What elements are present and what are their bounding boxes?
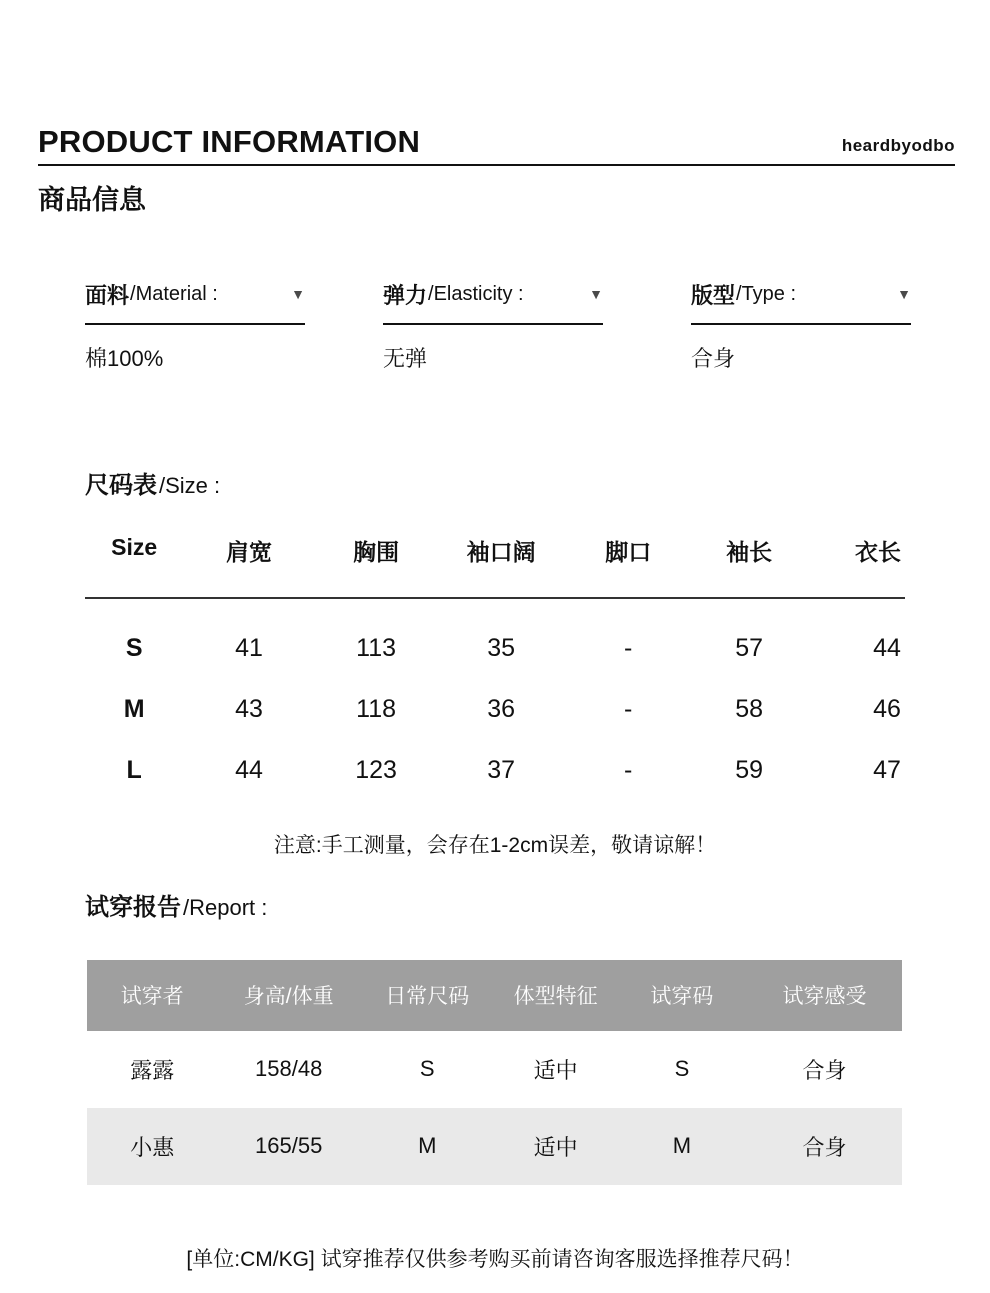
size-col-header: 肩宽 (225, 538, 272, 565)
report-cell: 158/48 (255, 1056, 323, 1082)
size-heading-cn: 尺码表 (85, 471, 157, 499)
size-cell: - (624, 755, 633, 784)
elasticity-label-en: /Elasticity : (428, 282, 524, 305)
size-cell: 46 (873, 694, 901, 723)
report-cell: 合身 (802, 1134, 847, 1160)
size-cell: M (123, 694, 145, 723)
elasticity-value: 无弹 (383, 345, 428, 371)
page-subtitle-cn: 商品信息 (38, 184, 146, 215)
size-cell: 57 (735, 633, 764, 662)
attribute-material (85, 279, 305, 373)
size-heading-en: /Size : (159, 472, 221, 498)
elasticity-label-cn: 弹力 (383, 282, 428, 308)
size-cell: - (624, 694, 633, 723)
size-cell: 59 (735, 755, 764, 784)
chevron-down-icon: ▼ (589, 286, 603, 303)
type-value: 合身 (691, 345, 736, 371)
report-col-header: 试穿码 (650, 985, 714, 1009)
attribute-type (691, 279, 911, 373)
material-dropdown[interactable] (85, 279, 305, 325)
report-section-heading (85, 887, 990, 922)
table-row (85, 740, 905, 801)
size-cell: - (624, 633, 633, 662)
header-row (38, 126, 955, 159)
size-cell: 47 (873, 755, 901, 784)
measurement-note: 注意:手工测量，会存在1-2cm误差，敬请谅解！ (273, 833, 717, 857)
size-col-header: Size (111, 533, 158, 560)
size-col-header: 袖口阔 (466, 538, 536, 565)
attributes-row (85, 279, 990, 373)
table-row (87, 1031, 902, 1108)
header (38, 0, 955, 217)
material-label-en: /Material : (130, 282, 218, 305)
size-col-header: 衣长 (854, 538, 901, 565)
table-row (85, 679, 905, 740)
chevron-down-icon: ▼ (291, 286, 305, 303)
size-section-heading (85, 465, 990, 500)
report-cell: 适中 (533, 1057, 578, 1083)
type-label-cn: 版型 (691, 282, 736, 308)
report-cell: 露露 (130, 1057, 175, 1083)
size-cell: 123 (355, 755, 397, 784)
size-cell: 43 (235, 694, 263, 723)
size-cell: 35 (487, 633, 516, 662)
report-heading-en: /Report : (183, 894, 268, 920)
size-cell: 44 (873, 633, 901, 662)
header-divider (38, 164, 955, 166)
size-table (85, 534, 905, 801)
report-table-header (87, 960, 902, 1031)
report-cell: M (672, 1133, 692, 1159)
unit-disclaimer: [单位:CM/KG] 试穿推荐仅供参考购买前请咨询客服选择推荐尺码！ (186, 1247, 804, 1271)
report-col-header: 身高/体重 (243, 985, 334, 1009)
attribute-elasticity (383, 279, 603, 373)
size-cell: S (125, 633, 143, 662)
chevron-down-icon: ▼ (897, 286, 911, 303)
report-col-header: 日常尺码 (385, 985, 470, 1009)
page-title: PRODUCT INFORMATION (38, 124, 421, 159)
size-table-body (85, 599, 905, 801)
size-cell: 113 (356, 633, 396, 662)
table-row (87, 1108, 902, 1185)
size-cell: 37 (487, 755, 516, 784)
material-label-cn: 面料 (85, 282, 130, 308)
report-col-header: 试穿感受 (782, 985, 867, 1009)
report-cell: M (418, 1133, 437, 1159)
type-dropdown[interactable] (691, 279, 911, 325)
report-cell: 合身 (802, 1057, 847, 1083)
size-col-header: 胸围 (353, 538, 400, 565)
brand-logo: heardbyodbo (841, 135, 955, 155)
size-cell: L (126, 755, 142, 784)
report-heading-cn: 试穿报告 (85, 893, 181, 921)
report-cell: 165/55 (255, 1133, 323, 1159)
report-col-header: 体型特征 (513, 985, 598, 1009)
report-cell: S (419, 1056, 435, 1082)
size-cell: 118 (356, 694, 396, 723)
elasticity-dropdown[interactable] (383, 279, 603, 325)
size-col-header: 袖长 (726, 538, 773, 565)
report-cell: S (674, 1056, 690, 1082)
table-row (85, 618, 905, 679)
report-cell: 小惠 (130, 1134, 175, 1160)
report-col-header: 试穿者 (120, 985, 184, 1009)
size-cell: 41 (235, 633, 263, 662)
material-value: 棉100% (85, 345, 164, 371)
size-cell: 58 (735, 694, 764, 723)
type-label-en: /Type : (736, 282, 797, 305)
size-cell: 36 (487, 694, 516, 723)
size-col-header: 脚口 (605, 538, 652, 565)
report-cell: 适中 (533, 1134, 578, 1160)
size-table-header (85, 534, 905, 567)
size-cell: 44 (235, 755, 263, 784)
fit-report-table (87, 960, 902, 1185)
